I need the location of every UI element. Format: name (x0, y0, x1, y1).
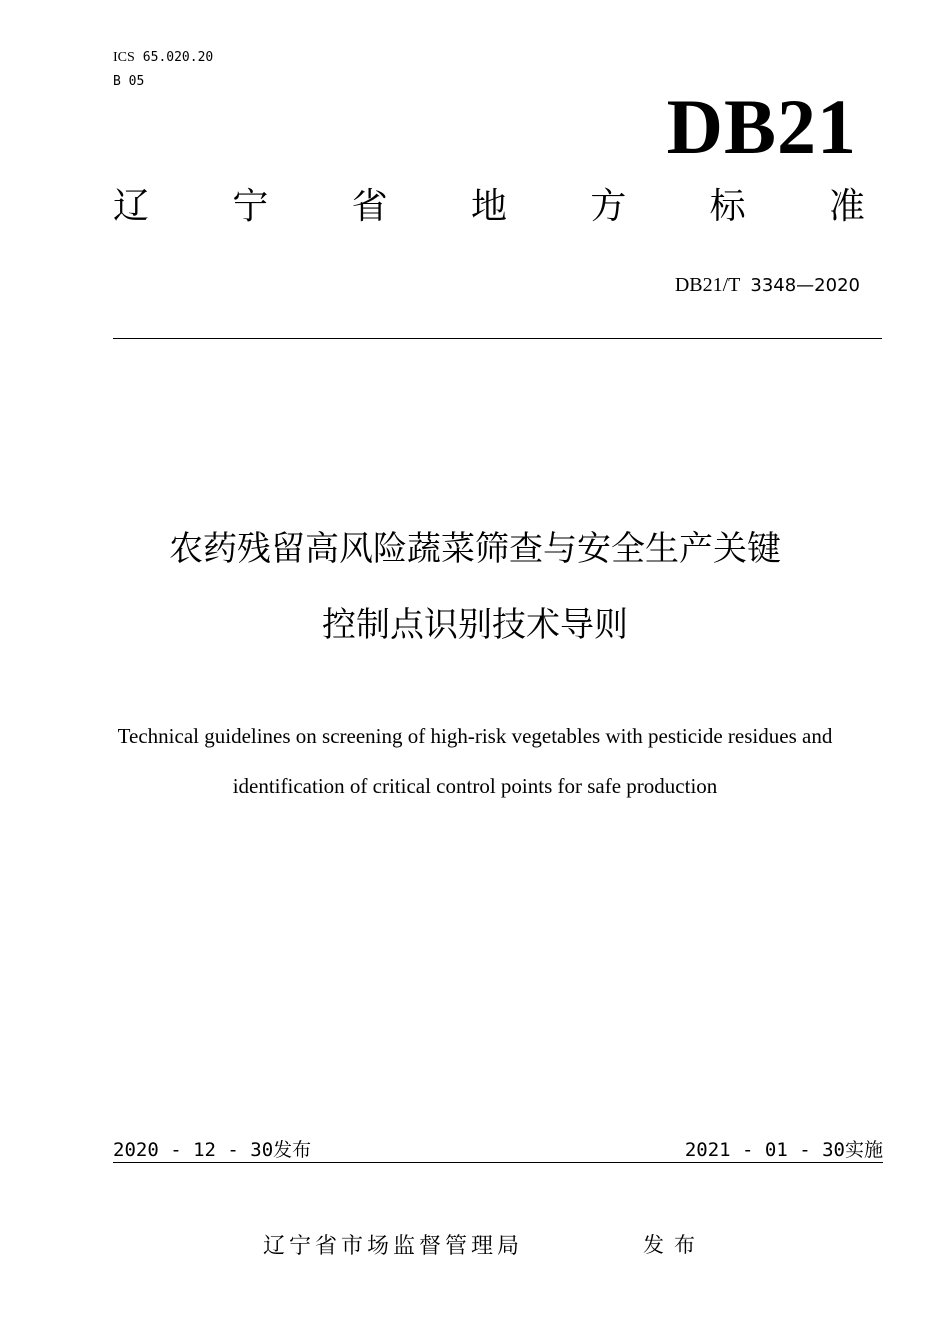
title-cn-line-1: 农药残留高风险蔬菜筛查与安全生产关键 (169, 529, 781, 569)
standard-type-char: 宁 (232, 186, 269, 227)
implement-date-value: 2021 - 01 - 30 (684, 1139, 845, 1161)
standard-number-value: 3348—2020 (750, 275, 860, 296)
standard-type-char: 方 (590, 186, 627, 227)
standard-type-char: 标 (709, 186, 746, 227)
standard-type-char: 省 (351, 186, 388, 227)
issuing-authority: 辽宁省市场监督管理局 (263, 1234, 524, 1259)
implement-label: 实施 (844, 1139, 883, 1161)
title-en-line-2: identification of critical control points for safe production (232, 774, 718, 798)
standard-type-char: 准 (828, 186, 865, 227)
issue-action: 发布 (643, 1233, 705, 1257)
standard-prefix: DB21/T (674, 274, 741, 296)
ics-code: 65.020.20 (142, 50, 214, 65)
standard-type-char: 地 (470, 186, 507, 227)
issue-label: 发布 (273, 1139, 312, 1161)
standard-type-heading (113, 183, 865, 231)
title-en-line-1: Technical guidelines on screening of high-risk vegetables with pesticide residues and (117, 724, 833, 748)
ics-classification (113, 49, 213, 67)
ics-label: ICS (113, 50, 135, 65)
header-divider (113, 338, 882, 339)
implement-date (685, 1137, 883, 1163)
issue-date-value: 2020 - 12 - 30 (113, 1139, 274, 1161)
title-cn-line-2: 控制点识别技术导则 (322, 605, 628, 645)
date-divider (113, 1162, 883, 1163)
db-mark: DB21 (666, 83, 857, 170)
ccs-code: B 05 (113, 74, 145, 89)
standard-type-char: 辽 (113, 186, 150, 227)
issue-date (113, 1137, 311, 1163)
standard-number (675, 272, 860, 299)
